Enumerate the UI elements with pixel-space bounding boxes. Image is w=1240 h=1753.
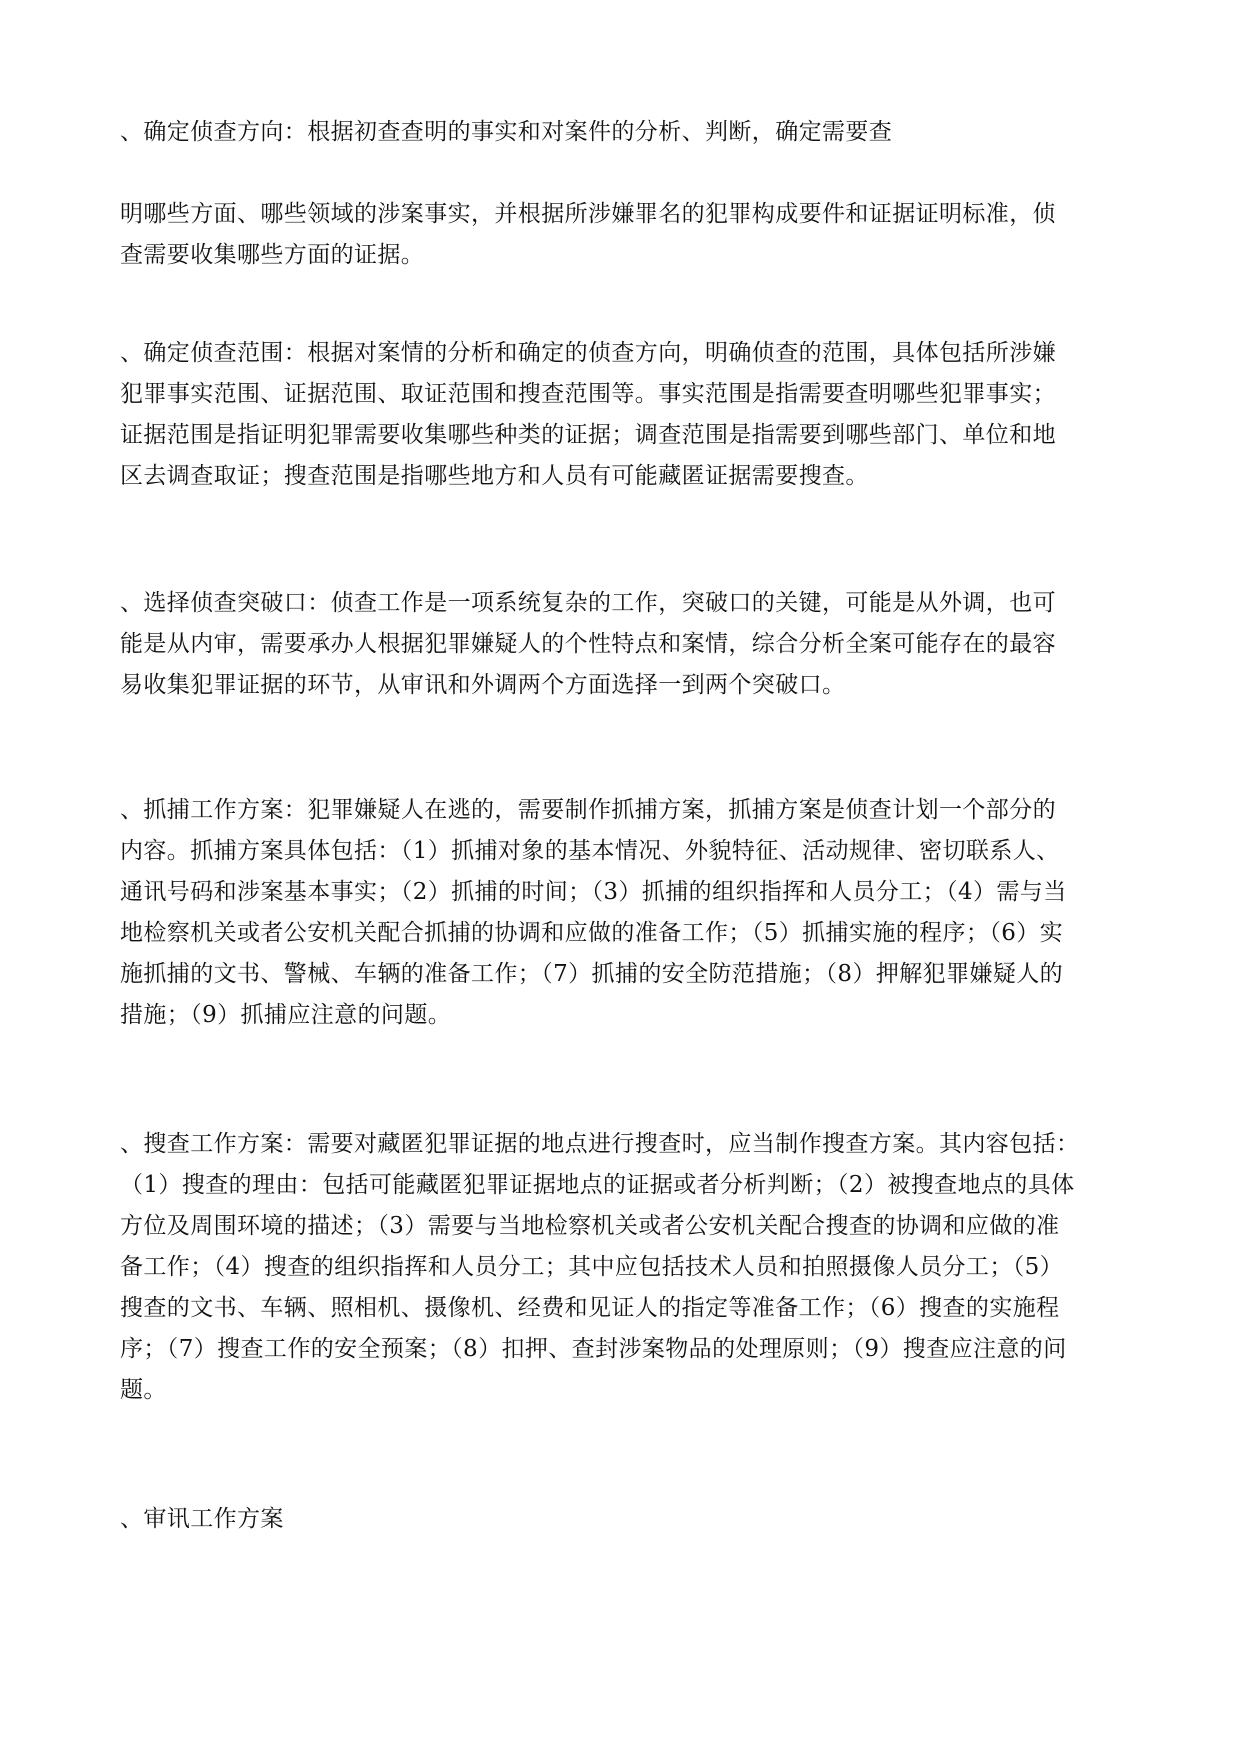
text-line: 搜查的文书、车辆、照相机、摄像机、经费和见证人的指定等准备工作；（6）搜查的实施程 [120, 1295, 1060, 1321]
text-line: 犯罪事实范围、证据范围、取证范围和搜查范围等。事实范围是指需要查明哪些犯罪事实； [120, 381, 1056, 407]
text-line: 施抓捕的文书、警械、车辆的准备工作；（7）抓捕的安全防范措施；（8）押解犯罪嫌疑人的 [120, 961, 1064, 987]
text-line: 、确定侦查方向：根据初查查明的事实和对案件的分析、判断，确定需要查 [120, 119, 893, 145]
text-line: 通讯号码和涉案基本事实；（2）抓捕的时间；（3）抓捕的组织指挥和人员分工；（4）需与当 [120, 879, 1067, 905]
text-line: 内容。抓捕方案具体包括：（1）抓捕对象的基本情况、外貌特征、活动规律、密切联系人、 [120, 838, 1060, 864]
text-line: 措施；（9）抓捕应注意的问题。 [120, 1002, 452, 1028]
text-line: 地检察机关或者公安机关配合抓捕的协调和应做的准备工作；（5）抓捕实施的程序；（6）实 [120, 920, 1064, 946]
text-line: 方位及周围环境的描述；（3）需要与当地检察机关或者公安机关配合搜查的协调和应做的准 [120, 1213, 1060, 1239]
paragraph-breakthrough-point [120, 583, 1120, 706]
paragraph-investigation-direction-continued [120, 194, 1120, 276]
paragraph-investigation-direction [120, 112, 1120, 153]
text-line: 题。 [120, 1377, 167, 1403]
text-line: 、审讯工作方案 [120, 1506, 284, 1532]
text-line: 、确定侦查范围：根据对案情的分析和确定的侦查方向，明确侦查的范围，具体包括所涉嫌 [120, 340, 1056, 366]
text-line: 能是从内审，需要承办人根据犯罪嫌疑人的个性特点和案情，综合分析全案可能存在的最容 [120, 631, 1056, 657]
text-line: 查需要收集哪些方面的证据。 [120, 242, 425, 268]
text-line: 区去调查取证；搜查范围是指哪些地方和人员有可能藏匿证据需要搜查。 [120, 463, 869, 489]
text-line: 证据范围是指证明犯罪需要收集哪些种类的证据；调查范围是指需要到哪些部门、单位和地 [120, 422, 1056, 448]
text-line: 序；（7）搜查工作的安全预案；（8）扣押、查封涉案物品的处理原则；（9）搜查应注意的问 [120, 1336, 1067, 1362]
paragraph-investigation-scope [120, 333, 1120, 497]
paragraph-search-plan [120, 1124, 1120, 1411]
text-line: 、搜查工作方案：需要对藏匿犯罪证据的地点进行搜查时，应当制作搜查方案。其内容包括： [120, 1131, 1080, 1157]
text-line: 、选择侦查突破口：侦查工作是一项系统复杂的工作，突破口的关键，可能是从外调，也可 [120, 590, 1056, 616]
text-line: 明哪些方面、哪些领域的涉案事实，并根据所涉嫌罪名的犯罪构成要件和证据证明标准，侦 [120, 201, 1056, 227]
paragraph-arrest-plan [120, 790, 1120, 1036]
text-line: （1）搜查的理由：包括可能藏匿犯罪证据地点的证据或者分析判断；（2）被搜查地点的具体 [120, 1172, 1075, 1198]
paragraph-interrogation-plan [120, 1499, 1120, 1540]
text-line: 易收集犯罪证据的环节，从审讯和外调两个方面选择一到两个突破口。 [120, 672, 846, 698]
text-line: 、抓捕工作方案：犯罪嫌疑人在逃的，需要制作抓捕方案，抓捕方案是侦查计划一个部分的 [120, 797, 1056, 823]
text-line: 备工作；（4）搜查的组织指挥和人员分工；其中应包括技术人员和拍照摄像人员分工；（5） [120, 1254, 1064, 1280]
